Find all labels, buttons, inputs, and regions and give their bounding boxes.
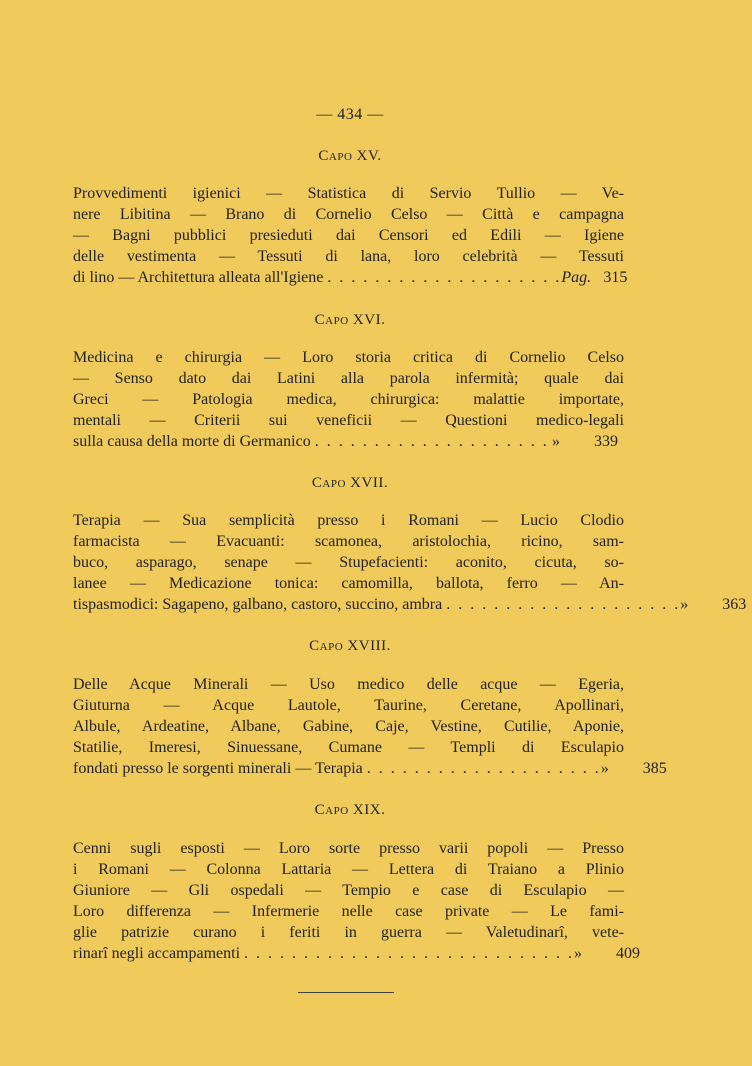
page-reference: 339: [594, 433, 618, 450]
summary-line-text: tispasmodici: Sagapeno, galbano, castoro, succino, ambra: [73, 596, 443, 613]
dot-leader: . . . . . . . . . . . . . . . . . . . .: [446, 596, 681, 613]
summary-line: Giuniore — Gli ospedali — Tempio e case di Esculapio —: [73, 882, 624, 899]
summary-line-text: di lino — Architettura alleata all'Igiene: [73, 269, 324, 286]
summary-line: Albule, Ardeatine, Albane, Gabine, Caje, Vestine, Cutilie, Aponie,: [73, 718, 624, 735]
summary-line: Medicina e chirurgia — Loro storia critica di Cornelio Celso: [73, 349, 624, 366]
chapter-summary-xix: [73, 838, 641, 964]
summary-line: — Bagni pubblici presieduti dai Censori ed Edili — Igiene: [73, 227, 624, 244]
summary-last-line: [73, 594, 747, 615]
summary-line: Giuturna — Acque Lautole, Taurine, Ceretane, Apollinari,: [73, 697, 624, 714]
page-reference: 315: [603, 269, 628, 286]
chapter-heading-xvii: Capo XVII.: [311, 475, 389, 491]
summary-line: Statilie, Imeresi, Sinuessane, Cumane — Templi di Esculapio: [73, 739, 624, 756]
chapter-heading-xviii: Capo XVIII.: [309, 638, 391, 654]
summary-line: nere Libitina — Brano di Cornelio Celso — Città e campagna: [73, 206, 624, 223]
summary-last-line: [73, 431, 624, 452]
summary-line: glie patrizie curano i feriti in guerra — Valetudinarî, vete-: [73, 924, 624, 941]
summary-line: Terapia — Sua semplicità presso i Romani — Lucio Clodio: [73, 512, 624, 529]
summary-line: farmacista — Evacuanti: scamonea, aristolochia, ricino, sam-: [73, 533, 624, 550]
summary-line: buco, asparago, senape — Stupefacienti: aconito, cicuta, so-: [73, 554, 624, 571]
page-marker: »: [574, 945, 583, 962]
closing-rule: [298, 992, 394, 993]
summary-line: Loro differenza — Infermerie nelle case private — Le fami-: [73, 903, 624, 920]
summary-line: Delle Acque Minerali — Uso medico delle acque — Egeria,: [73, 676, 624, 693]
summary-line: Greci — Patologia medica, chirurgica: malattie importate,: [73, 391, 624, 408]
summary-line: Cenni sugli esposti — Loro sorte presso varii popoli — Presso: [73, 840, 624, 857]
summary-line: mentali — Criterii sui veneficii — Questioni medico-legali: [73, 412, 624, 429]
summary-line-text: sulla causa della morte di Germanico: [73, 433, 311, 450]
summary-line: lanee — Medicazione tonica: camomilla, ballota, ferro — An-: [73, 575, 624, 592]
page-marker: »: [600, 760, 609, 777]
chapter-heading-xix: Capo XIX.: [314, 802, 386, 818]
chapter-summary-xvi: [73, 347, 624, 452]
page-marker: »: [680, 596, 689, 613]
page-number: — 434 —: [316, 106, 384, 123]
chapter-heading-xv: Capo XV.: [318, 148, 382, 164]
summary-last-line: [73, 758, 667, 779]
page-reference: 363: [722, 596, 747, 613]
page-marker: »: [552, 433, 560, 450]
page-reference: 409: [616, 945, 641, 962]
chapter-heading-xvi: Capo XVI.: [314, 312, 386, 328]
summary-last-line: [73, 267, 628, 288]
page-reference: 385: [642, 760, 667, 777]
dot-leader: . . . . . . . . . . . . . . . . . . . .: [327, 269, 562, 286]
dot-leader: . . . . . . . . . . . . . . . . . . . . . . . . . . . .: [244, 945, 575, 962]
summary-line: Provvedimenti igienici — Statistica di Servio Tullio — Ve-: [73, 185, 624, 202]
page-marker: Pag.: [561, 269, 592, 286]
chapter-summary-xvii: [73, 510, 747, 615]
summary-line-text: fondati presso le sorgenti minerali — Terapia: [73, 760, 363, 777]
summary-line-text: rinarî negli accampamenti: [73, 945, 241, 962]
dot-leader: . . . . . . . . . . . . . . . . . . . .: [314, 433, 549, 450]
chapter-summary-xviii: [73, 674, 667, 779]
chapter-summary-xv: [73, 183, 628, 288]
summary-line: i Romani — Colonna Lattaria — Lettera di Traiano a Plinio: [73, 861, 624, 878]
summary-last-line: [73, 943, 641, 964]
summary-line: delle vestimenta — Tessuti di lana, loro celebrità — Tessuti: [73, 248, 624, 265]
summary-line: — Senso dato dai Latini alla parola infermità; quale dai: [73, 370, 624, 387]
dot-leader: . . . . . . . . . . . . . . . . . . . .: [366, 760, 601, 777]
